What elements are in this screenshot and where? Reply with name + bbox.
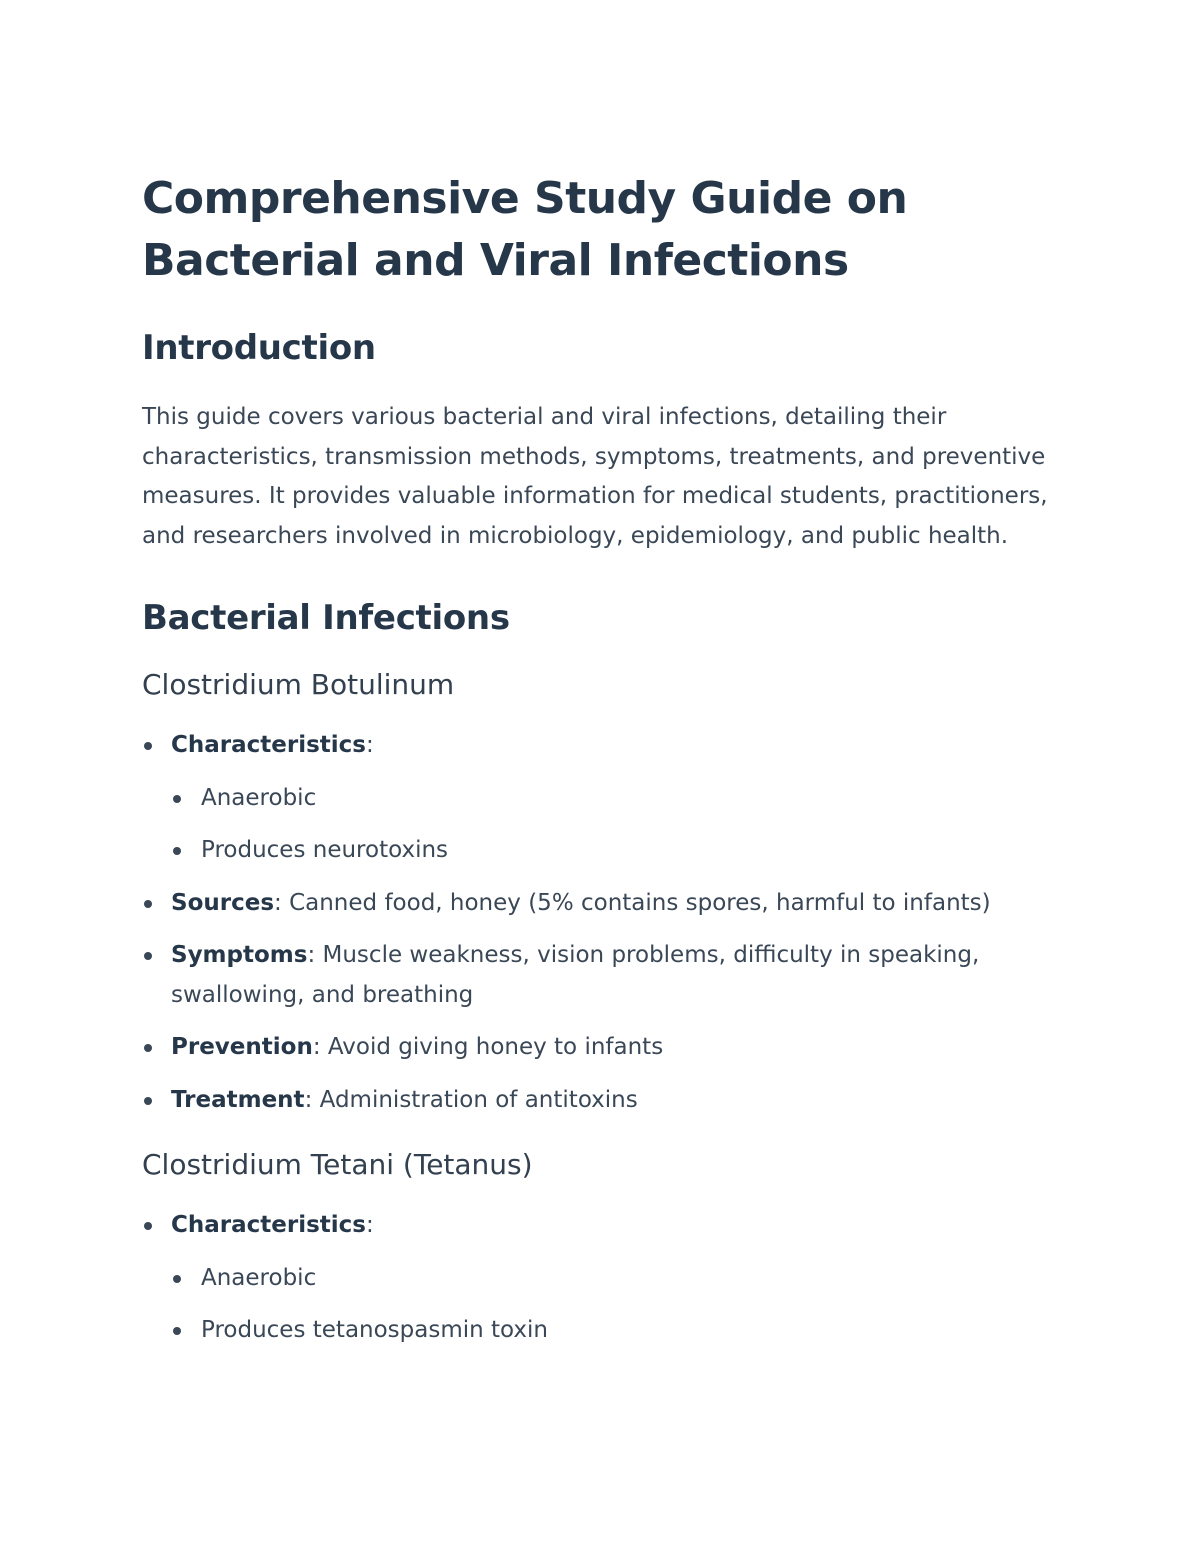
- characteristics-sublist: [171, 1259, 1060, 1351]
- botulinum-list: [142, 726, 1060, 1120]
- prevention-text: Avoid giving honey to infants: [327, 1034, 664, 1060]
- introduction-heading: Introduction: [142, 328, 376, 368]
- symptoms-text: Muscle weakness, vision problems, difficulty in speaking, swallowing, and breathing: [171, 942, 980, 1008]
- list-item: Symptoms: Muscle weakness, vision problems, difficulty in speaking, swallowing, and breathing: [142, 936, 1060, 1015]
- characteristics-label: Characteristics: [171, 732, 366, 758]
- botulinum-heading: Clostridium Botulinum: [142, 668, 455, 701]
- bacterial-infections-heading: Bacterial Infections: [142, 598, 510, 638]
- treatment-text: Administration of antitoxins: [319, 1086, 638, 1113]
- list-item: Characteristics: Anaerobic Produces tetanospasmin toxin: [142, 1206, 1060, 1351]
- characteristics-sublist: [171, 779, 1060, 871]
- list-item: Treatment: Administration of antitoxins: [142, 1081, 1060, 1121]
- list-item: Characteristics: Anaerobic Produces neurotoxins: [142, 726, 1060, 871]
- document-title: Comprehensive Study Guide on Bacterial and Viral Infections: [142, 173, 908, 286]
- sources-label: Sources: [171, 889, 275, 916]
- list-item: Prevention: Avoid giving honey to infants: [142, 1028, 1060, 1068]
- list-item: Produces neurotoxins: [171, 831, 1060, 871]
- list-item: Anaerobic: [171, 779, 1060, 819]
- tetani-list: [142, 1206, 1060, 1351]
- introduction-text: This guide covers various bacterial and viral infections, detailing their characteristics, transmission methods, symptoms, treatments, and preventive measures. It provides valuable information for medical students, practitioners, and researchers involved in microbiology, epidemiology, and public health.: [142, 404, 1048, 549]
- characteristics-label: Characteristics: [171, 1212, 366, 1238]
- sources-text: Canned food, honey (5% contains spores, harmful to infants): [289, 889, 991, 916]
- treatment-label: Treatment: [171, 1086, 305, 1113]
- list-item: Anaerobic: [171, 1259, 1060, 1299]
- tetani-heading: Clostridium Tetani (Tetanus): [142, 1148, 533, 1181]
- list-item: Produces tetanospasmin toxin: [171, 1311, 1060, 1351]
- prevention-label: Prevention: [171, 1034, 313, 1060]
- symptoms-label: Symptoms: [171, 942, 308, 968]
- list-item: Sources: Canned food, honey (5% contains spores, harmful to infants): [142, 884, 1060, 924]
